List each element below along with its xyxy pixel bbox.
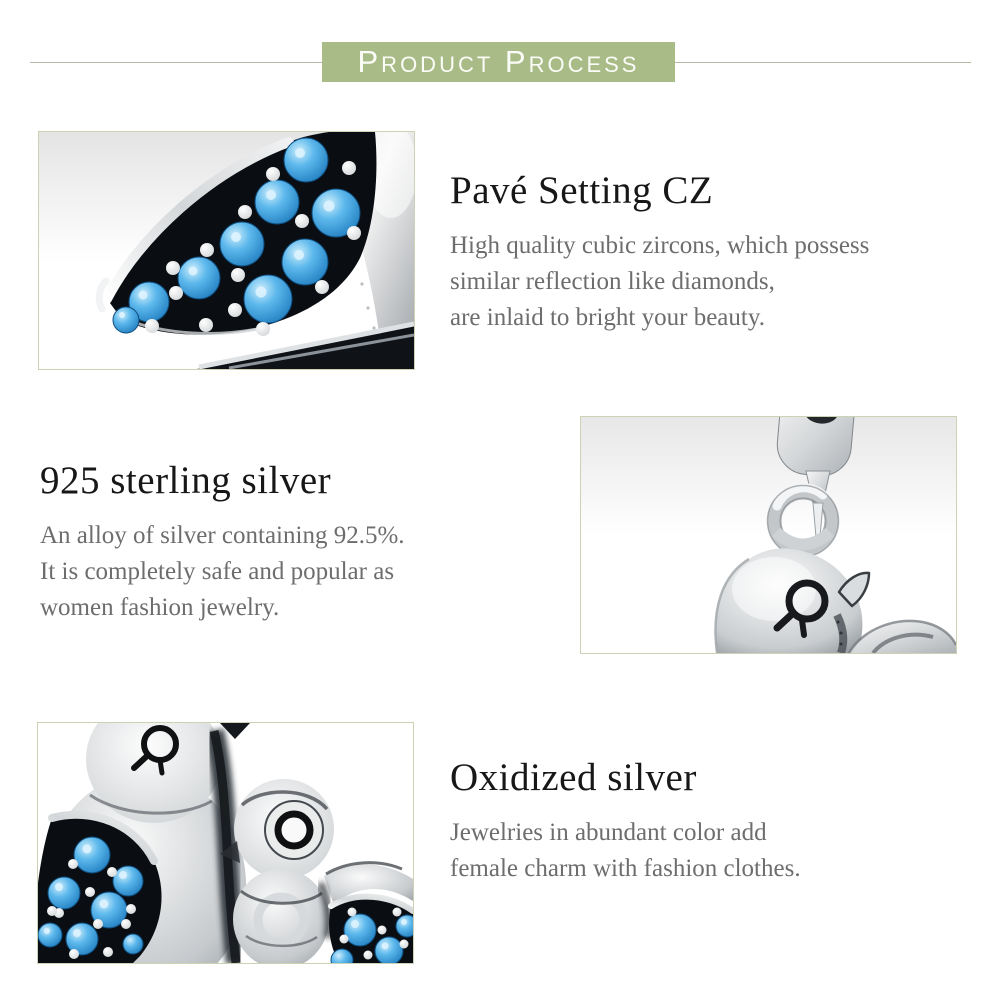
oxidized-birds-illustration xyxy=(38,723,413,963)
body-line: It is completely safe and popular as xyxy=(40,558,395,585)
section-title: 925 sterling silver xyxy=(40,459,332,502)
section-title: Oxidized silver xyxy=(450,756,697,799)
body-line: similar reflection like diamonds, xyxy=(450,268,775,295)
section-925-sterling-silver xyxy=(40,458,580,626)
header-line-right xyxy=(675,62,971,63)
body-line: are inlaid to bright your beauty. xyxy=(450,304,765,331)
bird-charm-illustration xyxy=(581,417,956,653)
header-line-left xyxy=(30,62,322,63)
body-line: An alloy of silver containing 92.5%. xyxy=(40,522,405,549)
section-pave-setting-cz xyxy=(450,168,990,336)
photo-bird-charm xyxy=(580,416,957,654)
photo-oxidized-birds xyxy=(37,722,414,964)
body-line: High quality cubic zircons, which possess xyxy=(450,232,870,259)
body-line: female charm with fashion clothes. xyxy=(450,855,801,882)
body-line: women fashion jewelry. xyxy=(40,594,280,621)
page-title: Product Process xyxy=(357,44,640,79)
header-title-box xyxy=(322,42,675,82)
photo-pave-cz xyxy=(38,131,415,370)
body-line: Jewelries in abundant color add xyxy=(450,819,767,846)
pave-cz-illustration xyxy=(39,132,414,369)
section-title: Pavé Setting CZ xyxy=(450,169,714,212)
section-oxidized-silver xyxy=(450,755,990,887)
